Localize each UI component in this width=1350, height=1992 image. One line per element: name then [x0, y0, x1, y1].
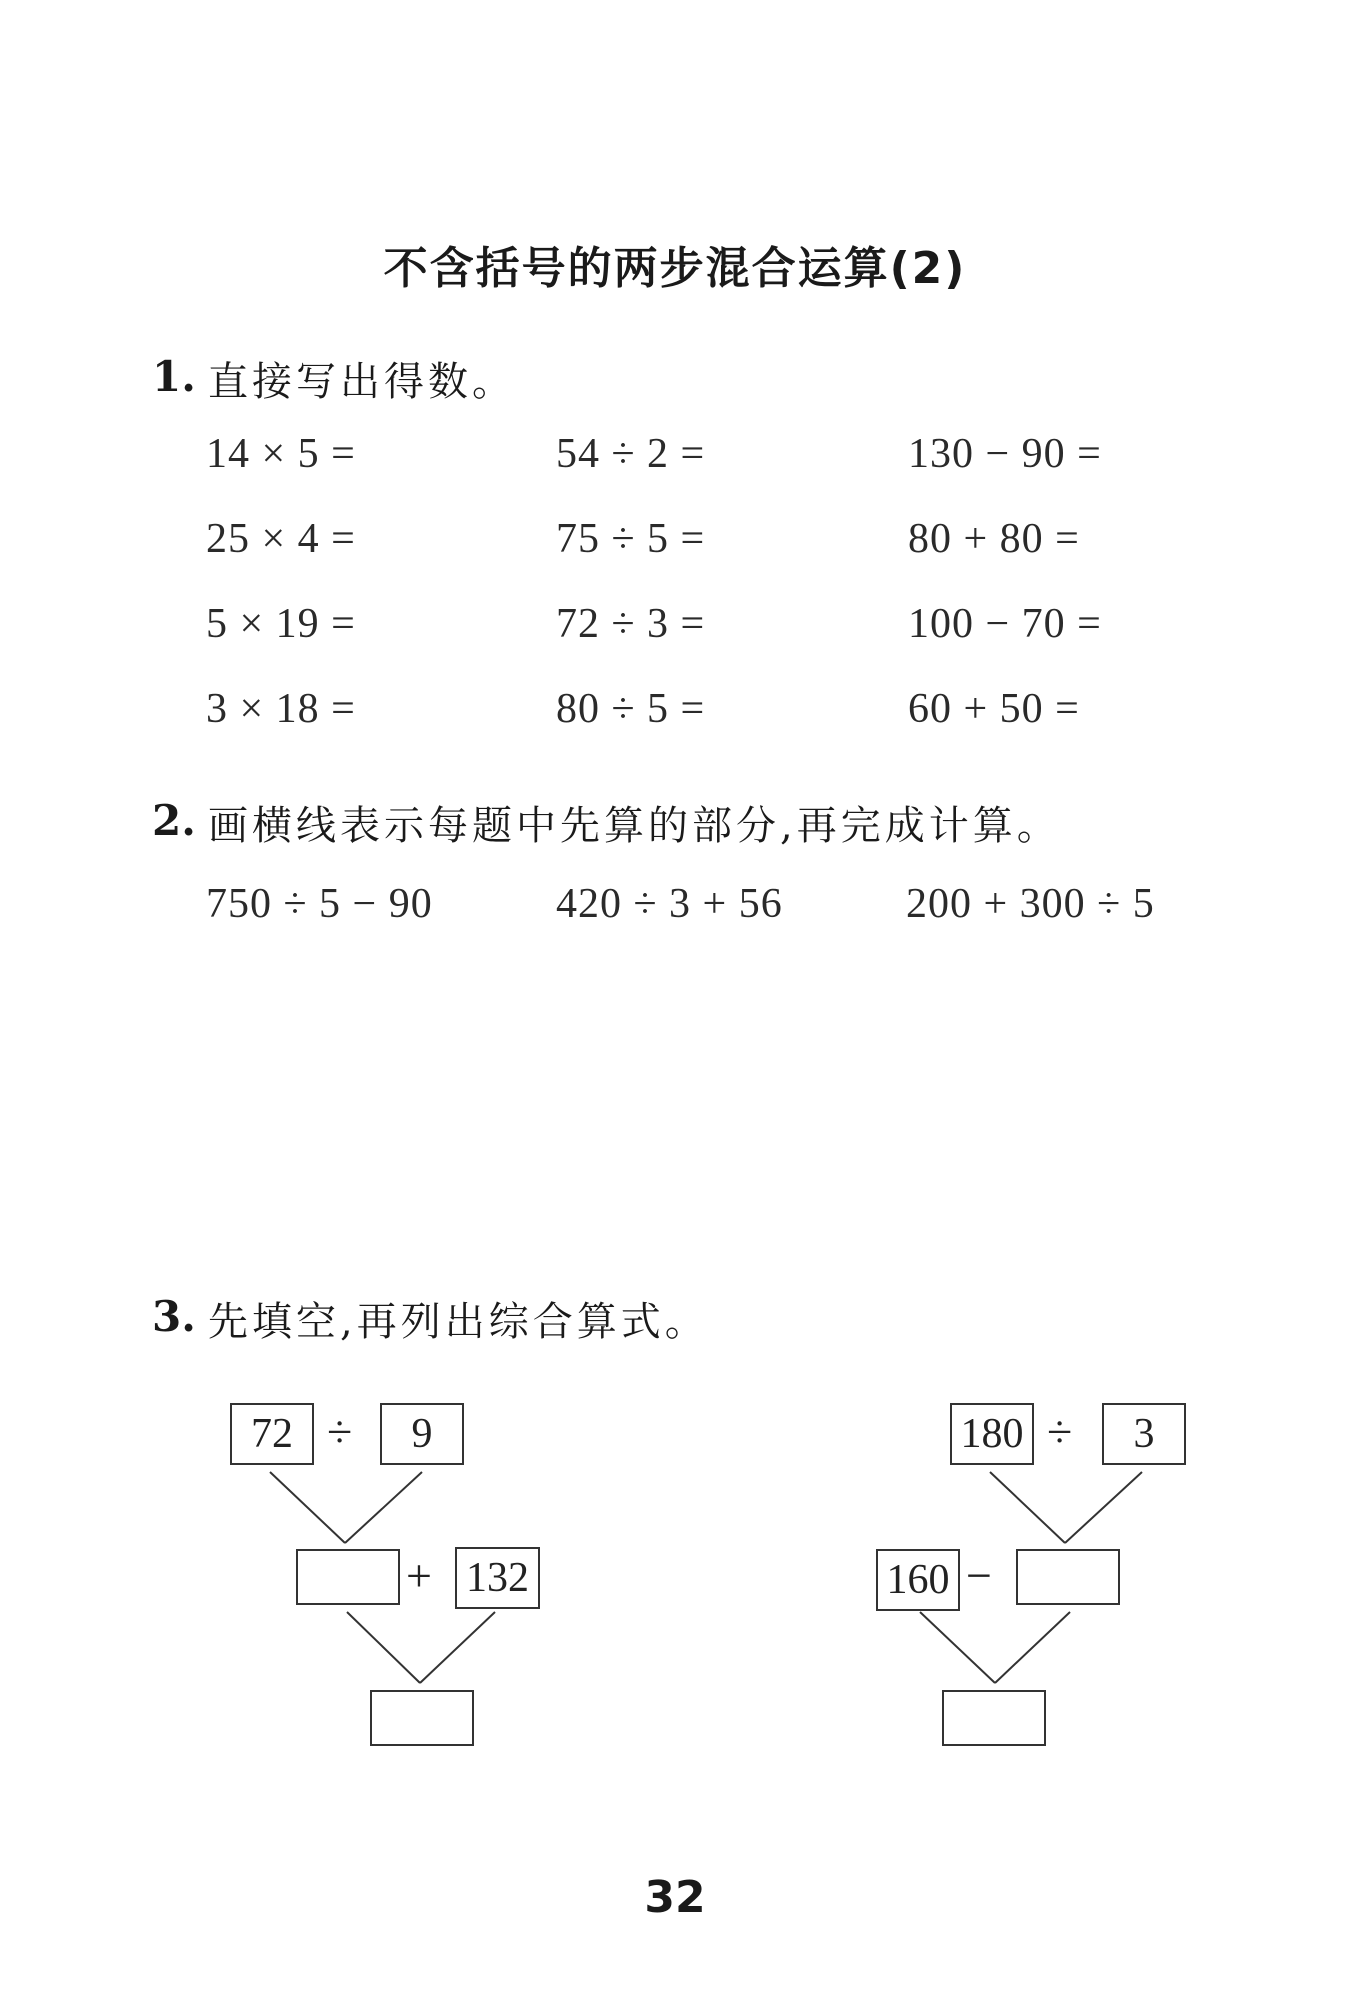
- page-number: 32: [644, 1872, 706, 1923]
- q1-expression: 75 ÷ 5 =: [556, 516, 706, 562]
- question-3-text: 先填空,再列出综合算式。: [208, 1299, 709, 1345]
- q1-expression: 3 × 18 =: [206, 686, 356, 732]
- left-tree-top-left-box: 72: [230, 1403, 314, 1465]
- q1-expression: 60 + 50 =: [908, 686, 1080, 732]
- right-tree-divide-sign: ÷: [1047, 1406, 1073, 1457]
- right-tree-top-left-box: 180: [950, 1403, 1034, 1465]
- right-tree-result-answer-box[interactable]: [942, 1690, 1046, 1746]
- left-tree-middle-answer-box[interactable]: [296, 1549, 400, 1605]
- left-tree-top-right-box: 9: [380, 1403, 464, 1465]
- q1-expression: 72 ÷ 3 =: [556, 601, 706, 647]
- left-tree-middle-right-box: 132: [455, 1547, 540, 1609]
- question-2-text: 画横线表示每题中先算的部分,再完成计算。: [208, 803, 1061, 849]
- q1-expression: 80 ÷ 5 =: [556, 686, 706, 732]
- q2-expression: 750 ÷ 5 − 90: [206, 881, 433, 927]
- q1-expression: 25 × 4 =: [206, 516, 356, 562]
- right-tree-minus-sign: −: [966, 1550, 992, 1601]
- q1-expression: 100 − 70 =: [908, 601, 1102, 647]
- question-2-number: 2.: [152, 796, 196, 845]
- left-tree-plus-sign: +: [406, 1550, 432, 1601]
- left-tree-divide-sign: ÷: [327, 1406, 353, 1457]
- q1-expression: 130 − 90 =: [908, 431, 1102, 477]
- question-1-number: 1.: [152, 352, 196, 401]
- right-tree-top-right-box: 3: [1102, 1403, 1186, 1465]
- q1-expression: 80 + 80 =: [908, 516, 1080, 562]
- right-tree-middle-answer-box[interactable]: [1016, 1549, 1120, 1605]
- right-tree-middle-left-box: 160: [876, 1549, 960, 1611]
- question-1-text: 直接写出得数。: [208, 359, 516, 405]
- question-3-number: 3.: [152, 1292, 196, 1341]
- q1-expression: 5 × 19 =: [206, 601, 356, 647]
- q1-expression: 54 ÷ 2 =: [556, 431, 706, 477]
- q2-expression: 420 ÷ 3 + 56: [556, 881, 783, 927]
- q2-expression: 200 + 300 ÷ 5: [906, 881, 1155, 927]
- page-title: 不含括号的两步混合运算(2): [383, 243, 967, 294]
- q1-expression: 14 × 5 =: [206, 431, 356, 477]
- left-tree-result-answer-box[interactable]: [370, 1690, 474, 1746]
